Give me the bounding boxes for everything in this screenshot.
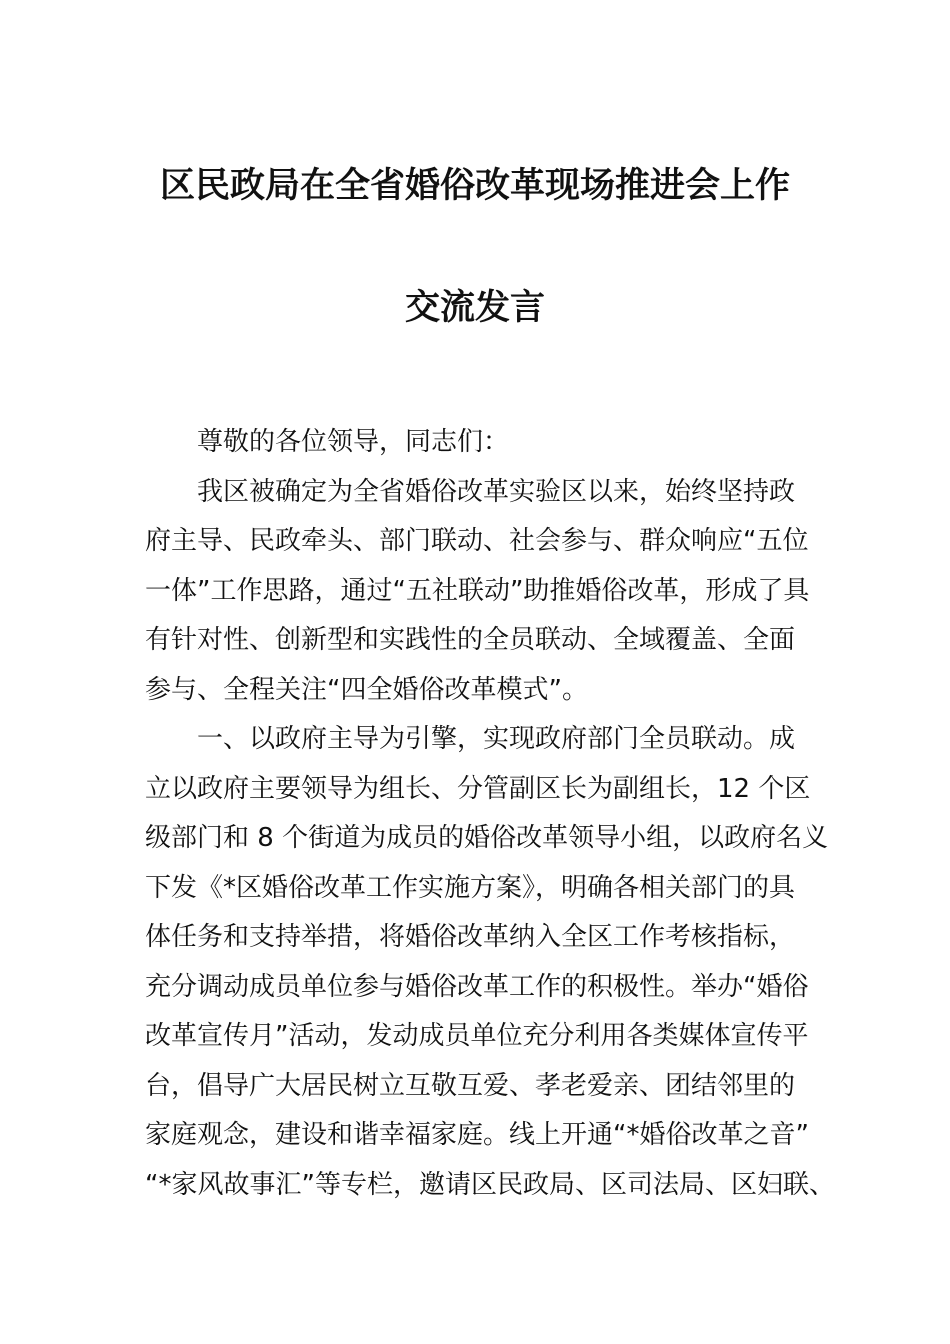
paragraph-2-line: 台，倡导广大居民树立互敬互爱、孝老爱亲、团结邻里的: [145, 1070, 796, 1101]
document-title-line-1: 区民政局在全省婚俗改革现场推进会上作: [159, 166, 790, 206]
paragraph-2-line: 级部门和 8 个街道为成员的婚俗改革领导小组，以政府名义: [145, 823, 829, 853]
paragraph-2-line: 下发《*区婚俗改革工作实施方案》，明确各相关部门的具: [145, 872, 796, 903]
paragraph-2-line: 立以政府主要领导为组长、分管副区长为副组长，12 个区: [145, 773, 811, 804]
paragraph-1-line: 我区被确定为全省婚俗改革实验区以来，始终坚持政: [197, 476, 796, 507]
paragraph-2-line: 体任务和支持举措，将婚俗改革纳入全区工作考核指标，: [145, 922, 796, 952]
document-body: [145, 418, 835, 1210]
paragraph-2-line: 改革宣传月”活动，发动成员单位充分利用各类媒体宣传平: [145, 1021, 809, 1051]
paragraph-2-line: “*家风故事汇”等专栏，邀请区民政局、区司法局、区妇联、: [145, 1169, 835, 1200]
paragraph-1-line: 参与、全程关注“四全婚俗改革模式”。: [145, 674, 588, 705]
document-title-line-2: 交流发言: [404, 288, 545, 328]
paragraph-1-line: 府主导、民政牵头、部门联动、社会参与、群众响应“五位: [145, 526, 809, 556]
paragraph-2-line: 充分调动成员单位参与婚俗改革工作的积极性。举办“婚俗: [145, 971, 809, 1002]
paragraph-2-line: 家庭观念，建设和谐幸福家庭。线上开通“*婚俗改革之音”: [145, 1120, 809, 1150]
paragraph-1-line: 有针对性、创新型和实践性的全员联动、全域覆盖、全面: [145, 625, 796, 655]
salutation-line: 尊敬的各位领导，同志们：: [197, 427, 510, 457]
paragraph-2-line: 一、以政府主导为引擎，实现政府部门全员联动。成: [197, 724, 796, 754]
paragraph-1-line: 一体”工作思路，通过“五社联动”助推婚俗改革，形成了具: [145, 575, 810, 606]
